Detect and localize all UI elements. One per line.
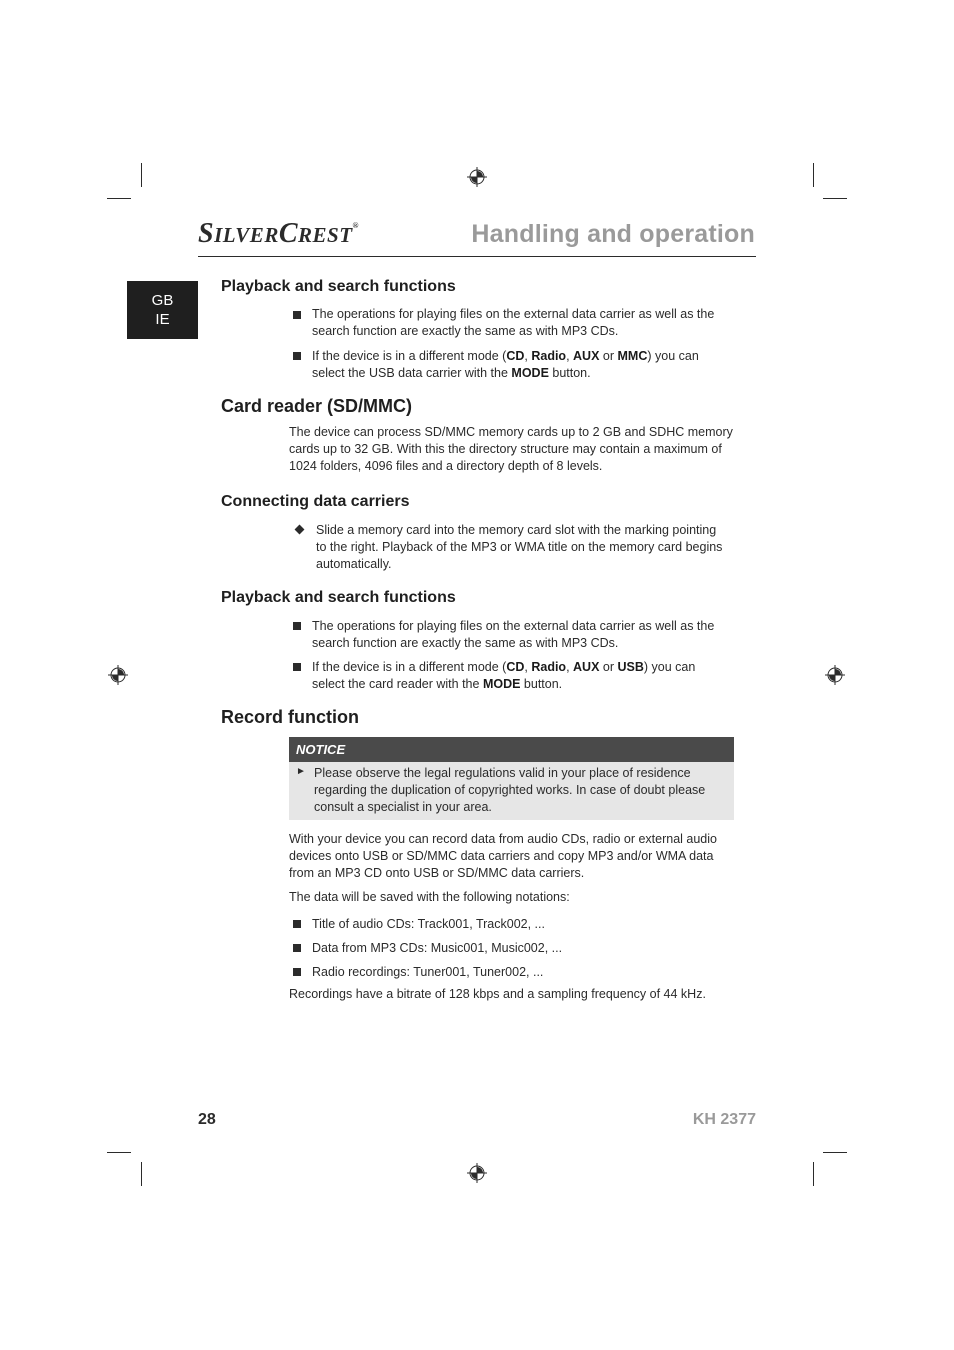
section-heading-playback: Playback and search functions <box>221 589 456 606</box>
crop-mark <box>141 1162 142 1186</box>
brand-logo: SILVERCREST® <box>198 218 360 249</box>
paragraph: The data will be saved with the following notations: <box>289 890 570 904</box>
crop-mark <box>823 1152 847 1153</box>
crop-mark <box>141 163 142 187</box>
crop-mark <box>823 198 847 199</box>
crop-mark <box>813 163 814 187</box>
page-number: 28 <box>198 1111 216 1128</box>
bullet-text: The operations for playing files on the external data carrier as well as the search function are exactly the same as with MP3 CDs. <box>312 307 715 338</box>
model-number: KH 2377 <box>692 1111 756 1128</box>
list-item: Data from MP3 CDs: Music001, Music002, ... <box>312 941 563 955</box>
language-code: IE <box>155 311 170 328</box>
notice-title: NOTICE <box>296 742 346 757</box>
diamond-bullet-icon <box>295 525 305 535</box>
paragraph: With your device you can record data from audio CDs, radio or external audio devices onto USB or SD/MMC data carriers and copy MP3 and/or WMA data from an MP3 CD onto USB or SD/MMC data carriers. <box>289 832 717 880</box>
paragraph: The device can process SD/MMC memory cards up to 2 GB and SDHC memory cards up to 32 GB. With this the directory structure may contain a maximum of 1024 folders, 4096 files and a directory depth of 8 levels. <box>289 425 733 473</box>
notice-text: Please observe the legal regulations valid in your place of residence regarding the duplication of copyrighted works. In case of doubt please consult a specialist in your area. <box>314 766 706 814</box>
language-code: GB <box>151 292 174 309</box>
bullet-icon <box>293 352 301 360</box>
bullet-icon <box>293 944 301 952</box>
registration-mark-icon <box>108 665 128 685</box>
paragraph: Recordings have a bitrate of 128 kbps and a sampling frequency of 44 kHz. <box>289 987 706 1001</box>
crop-mark <box>107 198 131 199</box>
crop-mark <box>813 1162 814 1186</box>
section-heading-playback: Playback and search functions <box>221 278 456 295</box>
registration-mark-icon <box>825 665 845 685</box>
bullet-text: If the device is in a different mode (CD, Radio, AUX or MMC) you can select the USB data carrier with the MODE button. <box>312 349 699 380</box>
section-heading-card-reader: Card reader (SD/MMC) <box>221 396 413 416</box>
header-divider <box>198 256 756 257</box>
registration-mark-icon <box>467 1163 487 1183</box>
bullet-icon <box>293 920 301 928</box>
bullet-text: The operations for playing files on the external data carrier as well as the search function are exactly the same as with MP3 CDs. <box>312 619 715 650</box>
page-title: Handling and operation <box>471 220 755 248</box>
bullet-icon <box>293 663 301 671</box>
language-tab <box>127 281 198 339</box>
bullet-text: If the device is in a different mode (CD, Radio, AUX or USB) you can select the card reader with the MODE button. <box>312 660 696 691</box>
bullet-icon <box>293 622 301 630</box>
bullet-icon <box>293 311 301 319</box>
crop-mark <box>107 1152 131 1153</box>
section-heading-connecting: Connecting data carriers <box>221 493 410 510</box>
arrow-right-icon: ► <box>296 766 306 777</box>
instruction-text: Slide a memory card into the memory card slot with the marking pointing to the right. Playback of the MP3 or WMA title on the memory card begins automatically. <box>316 523 723 571</box>
notice-header <box>289 737 734 762</box>
registration-mark-icon <box>467 167 487 187</box>
list-item: Title of audio CDs: Track001, Track002, ... <box>312 917 545 931</box>
bullet-icon <box>293 968 301 976</box>
section-heading-record: Record function <box>221 707 359 727</box>
list-item: Radio recordings: Tuner001, Tuner002, ... <box>312 965 544 979</box>
